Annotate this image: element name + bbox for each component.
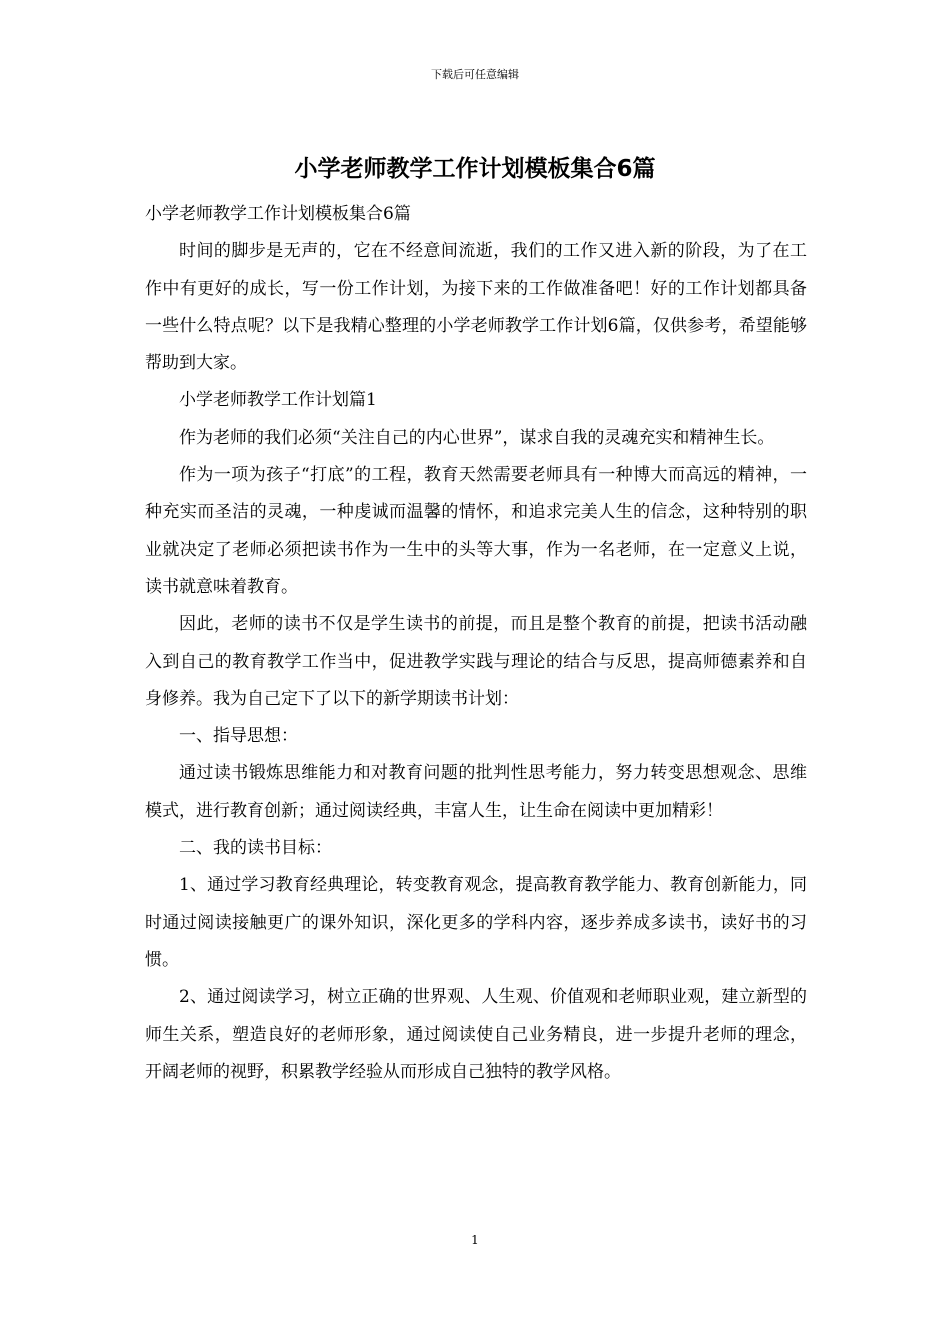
- page-number: 1: [471, 1233, 479, 1247]
- section-heading-reading-goals: 二、我的读书目标：: [179, 838, 332, 859]
- intro-paragraph: 时间的脚步是无声的，它在不经意间流逝，我们的工作又进入新的阶段，为了在工作中有更好的成长，写一份工作计划，为接下来的工作做准备吧！好的工作计划都具备一些什么特点呢？以下是我精心整理的小学老师教学工作计划6篇，仅供参考，希望能够帮助到大家。: [145, 241, 807, 374]
- section-heading-guiding-thought: 一、指导思想：: [179, 726, 298, 747]
- list-item-goal-2: 2、通过阅读学习，树立正确的世界观、人生观、价值观和老师职业观，建立新型的师生关系，塑造良好的老师形象，通过阅读使自己业务精良，进一步提升老师的理念，开阔老师的视野，积累教学经验从而形成自己独特的教学风格。: [145, 987, 807, 1082]
- body-paragraph: 作为老师的我们必须“关注自己的内心世界”，谋求自我的灵魂充实和精神生长。: [179, 427, 775, 448]
- list-item-goal-1: 1、通过学习教育经典理论，转变教育观念，提高教育教学能力、教育创新能力，同时通过阅读接触更广的课外知识，深化更多的学科内容，逐步养成多读书，读好书的习惯。: [145, 875, 807, 970]
- body-paragraph: 因此，老师的读书不仅是学生读书的前提，而且是整个教育的前提，把读书活动融入到自己的教育教学工作当中，促进教学实践与理论的结合与反思，提高师德素养和自身修养。我为自己定下了以下的新学期读书计划：: [145, 614, 807, 709]
- document-title: 小学老师教学工作计划模板集合6篇: [294, 156, 656, 182]
- section-heading-plan-1: 小学老师教学工作计划篇1: [179, 390, 377, 411]
- document-body: [145, 196, 807, 1091]
- header-note: 下载后可任意编辑: [431, 68, 519, 81]
- body-paragraph: 作为一项为孩子“打底”的工程，教育天然需要老师具有一种博大而高远的精神，一种充实而圣洁的灵魂，一种虔诚而温馨的情怀，和追求完美人生的信念，这种特别的职业就决定了老师必须把读书作为一生中的头等大事，作为一名老师，在一定意义上说，读书就意味着教育。: [145, 465, 807, 597]
- body-paragraph: 通过读书锻炼思维能力和对教育问题的批判性思考能力，努力转变思想观念、思维模式，进行教育创新；通过阅读经典，丰富人生，让生命在阅读中更加精彩！: [145, 763, 807, 821]
- subtitle-paragraph: 小学老师教学工作计划模板集合6篇: [145, 204, 411, 224]
